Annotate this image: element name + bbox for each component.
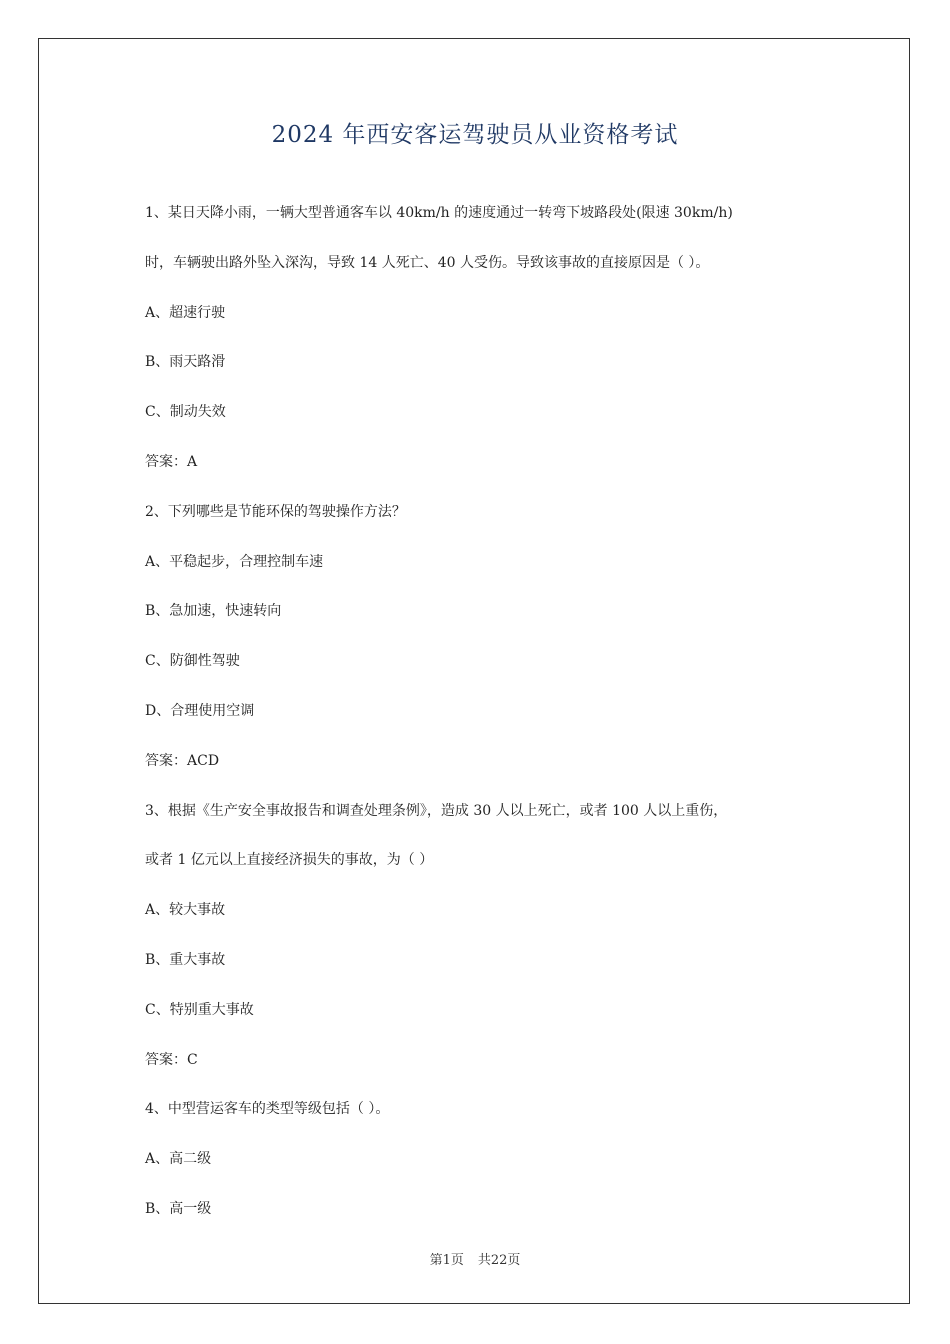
question-2-text: 2、下列哪些是节能环保的驾驶操作方法？ [145, 503, 406, 520]
question-1-answer: 答案：A [145, 453, 198, 470]
question-3-text-line-1: 3、根据《生产安全事故报告和调查处理条例》，造成 30 人以上死亡，或者 100 人以上重伤， [145, 802, 728, 819]
question-2-option-a: A、平稳起步，合理控制车速 [145, 553, 324, 570]
question-1-option-b: B、雨天路滑 [145, 354, 226, 371]
question-4-option-a: A、高二级 [145, 1151, 212, 1168]
page-footer [0, 1249, 950, 1268]
question-content [145, 201, 825, 1247]
question-1-option-a: A、超速行驶 [145, 304, 226, 321]
question-1-text-line-2: 时，车辆驶出路外坠入深沟，导致 14 人死亡、40 人受伤。导致该事故的直接原因是（ ）。 [145, 254, 710, 271]
question-2-answer: 答案：ACD [145, 752, 220, 769]
question-3-option-c: C、特别重大事故 [145, 1001, 254, 1018]
question-2-option-b: B、急加速，快速转向 [145, 603, 282, 620]
question-1-text-line-1: 1、某日天降小雨，一辆大型普通客车以 40km/h 的速度通过一转弯下坡路段处(限速 30km/h) [145, 205, 733, 221]
question-2-option-c: C、防御性驾驶 [145, 653, 240, 670]
document-title: 2024 年西安客运驾驶员从业资格考试 [271, 122, 679, 148]
question-3-answer: 答案：C [145, 1051, 198, 1068]
question-3-option-a: A、较大事故 [145, 902, 226, 919]
question-3-text-line-2: 或者 1 亿元以上直接经济损失的事故，为（ ） [145, 852, 434, 869]
question-4-option-b: B、高一级 [145, 1200, 212, 1217]
question-2-option-d: D、合理使用空调 [145, 702, 255, 719]
question-1-option-c: C、制动失效 [145, 404, 226, 421]
question-4-text: 4、中型营运客车的类型等级包括（ ）。 [145, 1101, 390, 1118]
question-3-option-b: B、重大事故 [145, 951, 226, 968]
page-total: 共22页 [477, 1253, 521, 1268]
page-number: 第1页 [429, 1253, 464, 1268]
